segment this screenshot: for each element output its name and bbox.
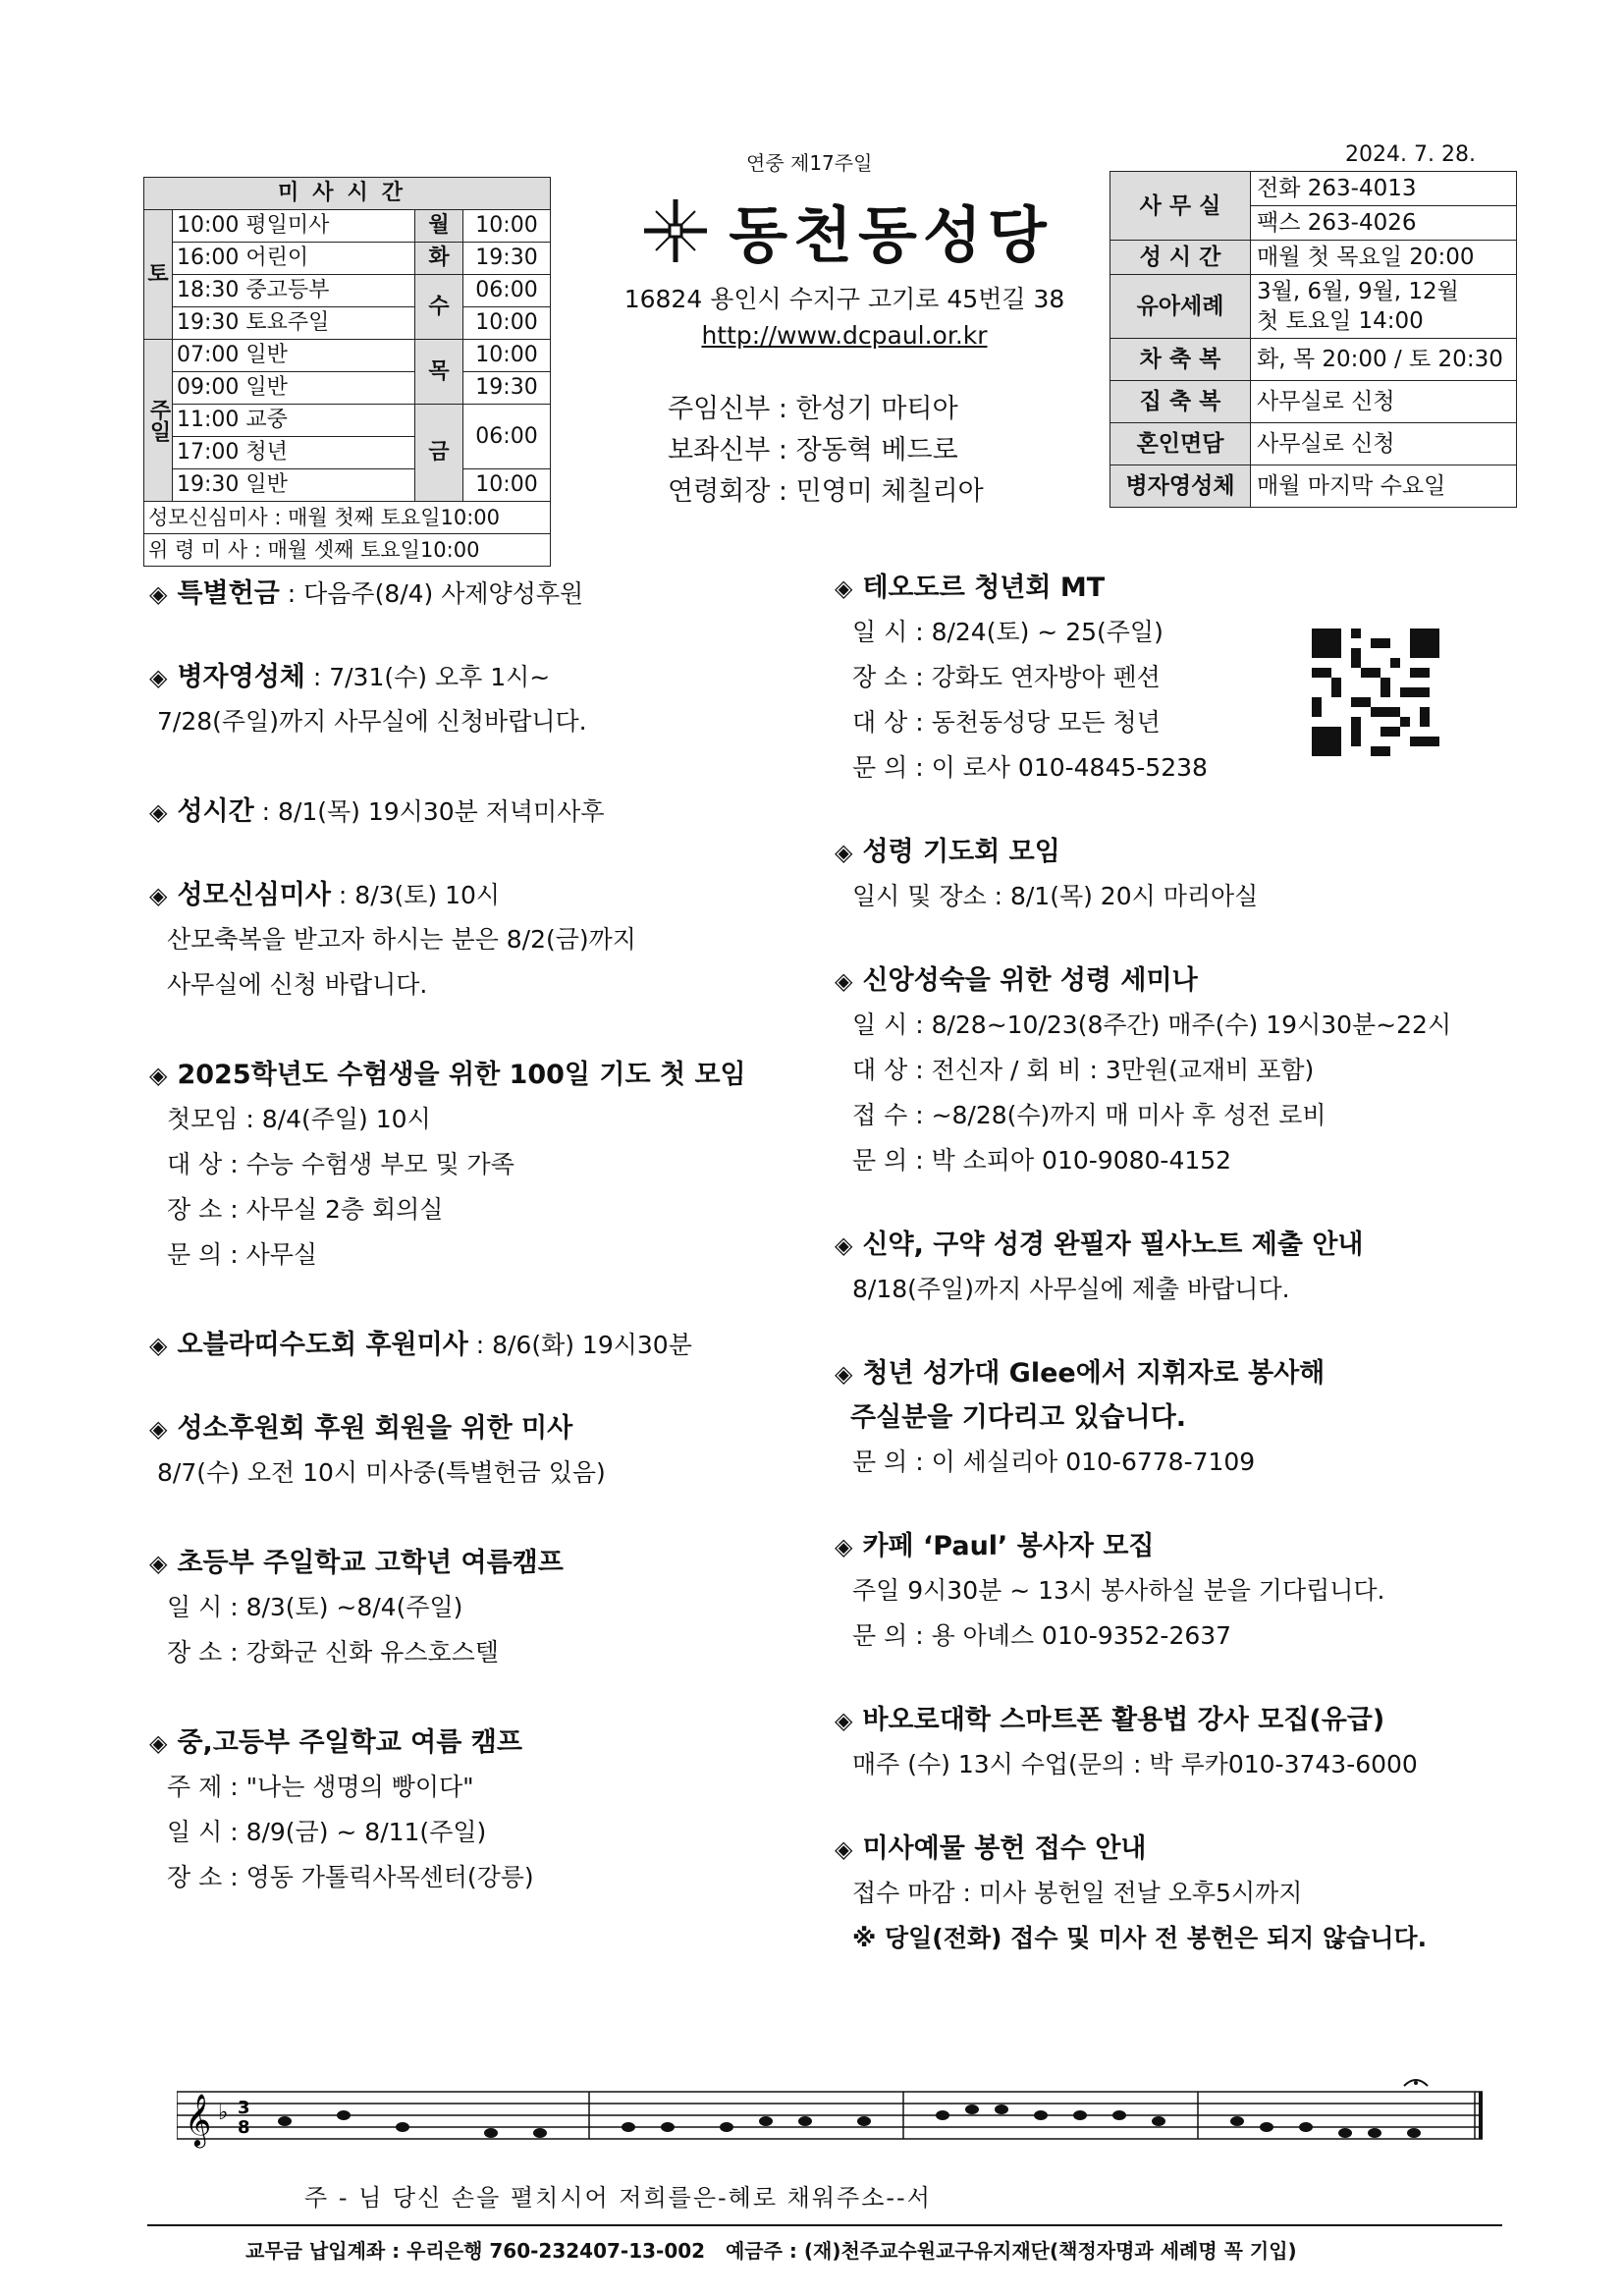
notice-line: 장 소 : 사무실 2층 회의실 xyxy=(167,1195,444,1224)
sunday-label: 주일 xyxy=(144,340,173,502)
notice-line: 대 상 : 동천동성당 모든 청년 xyxy=(852,708,1161,737)
diamond-icon: ◈ xyxy=(149,1062,168,1089)
treble-clef-icon: 𝄞 xyxy=(185,2093,212,2146)
notice-item: ◈ 성소후원회 후원 회원을 위한 미사 8/7(수) 오전 10시 미사중(특별헌금 있음) xyxy=(149,1406,817,1496)
diamond-icon: ◈ xyxy=(149,1332,168,1359)
notice-line: 일 시 : 8/24(토) ~ 25(주일) xyxy=(852,618,1164,646)
notice-item: ◈ 초등부 주일학교 고학년 여름캠프 일 시 : 8/3(토) ~8/4(주일) 장 소 : 강화군 신화 유스호스텔 xyxy=(149,1541,817,1675)
info-value: 팩스 263-4026 xyxy=(1251,206,1517,241)
diamond-icon: ◈ xyxy=(149,580,168,608)
notice-line: 장 소 : 영동 가톨릭사목센터(강릉) xyxy=(167,1863,534,1891)
diamond-icon: ◈ xyxy=(835,574,853,602)
notice-line: 8/18(주일)까지 사무실에 제출 바랍니다. xyxy=(852,1275,1290,1303)
diamond-icon: ◈ xyxy=(835,1360,853,1388)
svg-text:8: 8 xyxy=(238,2117,250,2138)
donation-account: 교무금 납입계좌 : 우리은행 760-232407-13-002 예금주 : (재)천주교수원교구유지재단(책정자명과 세례명 꼭 기입) xyxy=(245,2239,1297,2263)
mass-time: 18:30 중고등부 xyxy=(173,275,415,307)
notice-line: 첫모임 : 8/4(주일) 10시 xyxy=(167,1105,431,1133)
parish-url[interactable]: http://www.dcpaul.or.kr xyxy=(701,321,988,350)
notice-title-continued: 주실분을 기다리고 있습니다. xyxy=(850,1402,1187,1433)
notice-line: 접수 마감 : 미사 봉헌일 전날 오후5시까지 xyxy=(852,1879,1303,1907)
notice-line: 7/28(주일)까지 사무실에 신청바랍니다. xyxy=(157,707,587,736)
info-label: 유아세례 xyxy=(1110,275,1251,339)
info-label: 차 축 복 xyxy=(1110,339,1251,381)
notice-item: ◈ 신약, 구약 성경 완필자 필사노트 제출 안내 8/18(주일)까지 사무실에 제출 바랍니다. xyxy=(835,1223,1522,1312)
staff-line: 연령회장 : 민영미 체칠리아 xyxy=(668,476,984,507)
diamond-icon: ◈ xyxy=(149,1415,168,1443)
staff-line: 주임신부 : 한성기 마티아 xyxy=(668,394,958,424)
notice-line: 주일 9시30분 ~ 13시 봉사하실 분을 기다립니다. xyxy=(852,1576,1385,1605)
notice-item: ◈ 카페 ‘Paul’ 봉사자 모집 주일 9시30분 ~ 13시 봉사하실 분을 기다립니다. 문 의 : 용 아녜스 010-9352-2637 xyxy=(835,1524,1522,1659)
notice-item: ◈ 미사예물 봉헌 접수 안내 접수 마감 : 미사 봉헌일 전날 오후5시까지 ※ 당일(전화) 접수 및 미사 전 봉헌은 되지 않습니다. xyxy=(835,1827,1522,1961)
notice-item: ◈ 오블라띠수도회 후원미사 : 8/6(화) 19시30분 xyxy=(149,1330,692,1360)
svg-text:3: 3 xyxy=(238,2098,250,2118)
notice-item: ◈ 테오도르 청년회 MT 일 시 : 8/24(토) ~ 25(주일) 장 소 : 강화도 연자방아 펜션 대 상 : 동천동성당 모든 청년 문 의 : 이 로사 010-4845-5238 xyxy=(835,566,1522,791)
left-notices xyxy=(149,572,817,1945)
notice-item: ◈ 바오로대학 스마트폰 활용법 강사 모집(유급) 매주 (수) 13시 수업(문의 : 박 루카010-3743-6000 xyxy=(835,1698,1522,1787)
notice-line: 일 시 : 8/9(금) ~ 8/11(주일) xyxy=(167,1818,487,1846)
notice-line: 사무실에 신청 바랍니다. xyxy=(167,970,428,999)
mass-schedule-heading: 미사시간 xyxy=(144,178,551,210)
notice-line: 대 상 : 전신자 / 회 비 : 3만원(교재비 포함) xyxy=(852,1056,1315,1084)
mass-time: 19:30 일반 xyxy=(173,469,415,502)
liturgical-sunday: 연중 제17주일 xyxy=(746,151,873,175)
mass-schedule xyxy=(143,177,551,567)
right-notices xyxy=(835,566,1522,2006)
mass-time: 09:00 일반 xyxy=(173,372,415,405)
diamond-icon: ◈ xyxy=(149,882,168,909)
info-label: 혼인면담 xyxy=(1110,423,1251,465)
mass-time: 11:00 교중 xyxy=(173,405,415,437)
notice-line: 문 의 : 용 아녜스 010-9352-2637 xyxy=(852,1621,1232,1650)
diamond-icon: ◈ xyxy=(835,1835,853,1863)
notice-line: 문 의 : 이 로사 010-4845-5238 xyxy=(852,753,1208,782)
hymn-lyrics: 주 - 님 당신 손을 펼치시어 저희를은-혜로 채워주소--서 xyxy=(304,2184,932,2212)
saturday-label: 토 xyxy=(144,210,173,340)
info-value: 매월 마지막 수요일 xyxy=(1251,465,1517,508)
parish-address: 16824 용인시 수지구 고기로 45번길 38 xyxy=(623,285,1065,313)
notice-line: 장 소 : 강화도 연자방아 펜션 xyxy=(852,663,1161,691)
mass-time: 19:30 xyxy=(463,372,551,405)
info-value: 전화 263-4013 xyxy=(1251,172,1517,206)
info-value: 첫 토요일 14:00 xyxy=(1257,308,1424,334)
mass-time: 06:00 xyxy=(463,405,551,469)
mass-time: 06:00 xyxy=(463,275,551,307)
mass-time: 16:00 어린이 xyxy=(173,243,415,275)
notice-line: 매주 (수) 13시 수업(문의 : 박 루카010-3743-6000 xyxy=(852,1750,1418,1778)
info-value: 화, 목 20:00 / 토 20:30 xyxy=(1251,339,1517,381)
diamond-icon: ◈ xyxy=(149,1729,168,1757)
notice-line: 일시 및 장소 : 8/1(목) 20시 마리아실 xyxy=(852,882,1259,910)
info-label: 사 무 실 xyxy=(1110,172,1251,241)
notice-line: 접 수 : ~8/28(수)까지 매 미사 후 성전 로비 xyxy=(852,1101,1326,1129)
diamond-icon: ◈ xyxy=(149,798,168,826)
bulletin-date: 2024. 7. 28. xyxy=(1345,142,1476,167)
staff-line: 보좌신부 : 장동혁 베드로 xyxy=(668,435,958,465)
mass-time: 19:30 토요주일 xyxy=(173,307,415,340)
diamond-icon: ◈ xyxy=(149,1550,168,1577)
notice-warning: ※ 당일(전화) 접수 및 미사 전 봉헌은 되지 않습니다. xyxy=(852,1924,1428,1952)
notice-line: 일 시 : 8/3(토) ~8/4(주일) xyxy=(167,1593,463,1621)
info-value: 사무실로 신청 xyxy=(1251,423,1517,465)
info-label: 병자영성체 xyxy=(1110,465,1251,508)
weekday-label: 금 xyxy=(415,405,463,502)
info-value: 3월, 6월, 9월, 12월 xyxy=(1257,279,1459,304)
mass-time: 07:00 일반 xyxy=(173,340,415,372)
diamond-icon: ◈ xyxy=(835,1231,853,1259)
info-label: 집 축 복 xyxy=(1110,381,1251,423)
parish-staff xyxy=(668,389,1090,513)
notice-item: ◈ 청년 성가대 Glee에서 지휘자로 봉사해 주실분을 기다리고 있습니다. 문 의 : 이 세실리아 010-6778-7109 xyxy=(835,1351,1522,1485)
notice-line: 문 의 : 사무실 xyxy=(167,1240,318,1269)
diamond-icon: ◈ xyxy=(835,1707,853,1734)
mass-time: 17:00 청년 xyxy=(173,437,415,469)
notice-line: 장 소 : 강화군 신화 유스호스텔 xyxy=(167,1638,499,1667)
notice-line: 산모축복을 받고자 하시는 분은 8/2(금)까지 xyxy=(167,925,636,954)
diamond-icon: ◈ xyxy=(149,664,168,691)
diamond-icon: ◈ xyxy=(835,1533,853,1560)
weekday-label: 수 xyxy=(415,275,463,340)
notice-item: ◈ 중,고등부 주일학교 여름 캠프 주 제 : "나는 생명의 빵이다" 일 시 : 8/9(금) ~ 8/11(주일) 장 소 : 영동 가톨릭사목센터(강릉) xyxy=(149,1721,817,1900)
mass-time: 10:00 xyxy=(463,469,551,502)
notice-item: ◈ 성시간 : 8/1(목) 19시30분 저녁미사후 xyxy=(149,796,605,827)
notice-line: 주 제 : "나는 생명의 빵이다" xyxy=(167,1773,474,1801)
notice-item: ◈ 성모신심미사 : 8/3(토) 10시 산모축복을 받고자 하시는 분은 8/2(금)까지 사무실에 신청 바랍니다. xyxy=(149,873,817,1008)
notice-line: 문 의 : 박 소피아 010-9080-4152 xyxy=(852,1146,1232,1175)
mass-time: 10:00 xyxy=(463,307,551,340)
info-value: 사무실로 신청 xyxy=(1251,381,1517,423)
notice-line: 대 상 : 수능 수험생 부모 및 가족 xyxy=(167,1150,514,1178)
mass-time: 10:00 xyxy=(463,340,551,372)
requiem-mass-note: 위 령 미 사 : 매월 셋째 토요일10:00 xyxy=(144,534,551,567)
cross-logo-icon xyxy=(636,191,715,270)
parish-header xyxy=(599,187,1090,513)
info-value: 매월 첫 목요일 20:00 xyxy=(1251,241,1517,275)
parish-name: 동천동성당 xyxy=(729,199,1053,271)
mass-time: 10:00 평일미사 xyxy=(173,210,415,243)
marian-mass-note: 성모신심미사 : 매월 첫째 토요일10:00 xyxy=(144,502,551,534)
notice-line: 문 의 : 이 세실리아 010-6778-7109 xyxy=(852,1448,1256,1476)
notice-item: ◈ 특별헌금 : 다음주(8/4) 사제양성후원 xyxy=(149,578,584,609)
diamond-icon: ◈ xyxy=(835,839,853,866)
notice-item: ◈ 신앙성숙을 위한 성령 세미나 일 시 : 8/28~10/23(8주간) 매주(수) 19시30분~22시 대 상 : 전신자 / 회 비 : 3만원(교재비 포함) 접 수 : ~8/28(수)까지 매 미사 후 성전 로비 문 의 : 박 소피아 010-9080-4152 xyxy=(835,958,1522,1183)
weekday-label: 월 xyxy=(415,210,463,243)
svg-text:♭: ♭ xyxy=(218,2101,229,2125)
notice-line: 8/7(수) 오전 10시 미사중(특별헌금 있음) xyxy=(157,1458,606,1487)
office-info xyxy=(1110,171,1517,508)
mass-time: 19:30 xyxy=(463,243,551,275)
weekday-label: 목 xyxy=(415,340,463,405)
mass-time: 10:00 xyxy=(463,210,551,243)
notice-item: ◈ 병자영성체 : 7/31(수) 오후 1시~ 7/28(주일)까지 사무실에 신청바랍니다. xyxy=(149,655,817,744)
info-label: 성 시 간 xyxy=(1110,241,1251,275)
hymn-staff xyxy=(177,2072,1492,2180)
diamond-icon: ◈ xyxy=(835,967,853,995)
notice-line: 일 시 : 8/28~10/23(8주간) 매주(수) 19시30분~22시 xyxy=(852,1011,1452,1039)
notice-item: ◈ 2025학년도 수험생을 위한 100일 기도 첫 모임 첫모임 : 8/4(주일) 10시 대 상 : 수능 수험생 부모 및 가족 장 소 : 사무실 2층 회의실 문 의 : 사무실 xyxy=(149,1053,817,1278)
footer-rule xyxy=(147,2224,1502,2226)
notice-item: ◈ 성령 기도회 모임 일시 및 장소 : 8/1(목) 20시 마리아실 xyxy=(835,830,1522,919)
weekday-label: 화 xyxy=(415,243,463,275)
